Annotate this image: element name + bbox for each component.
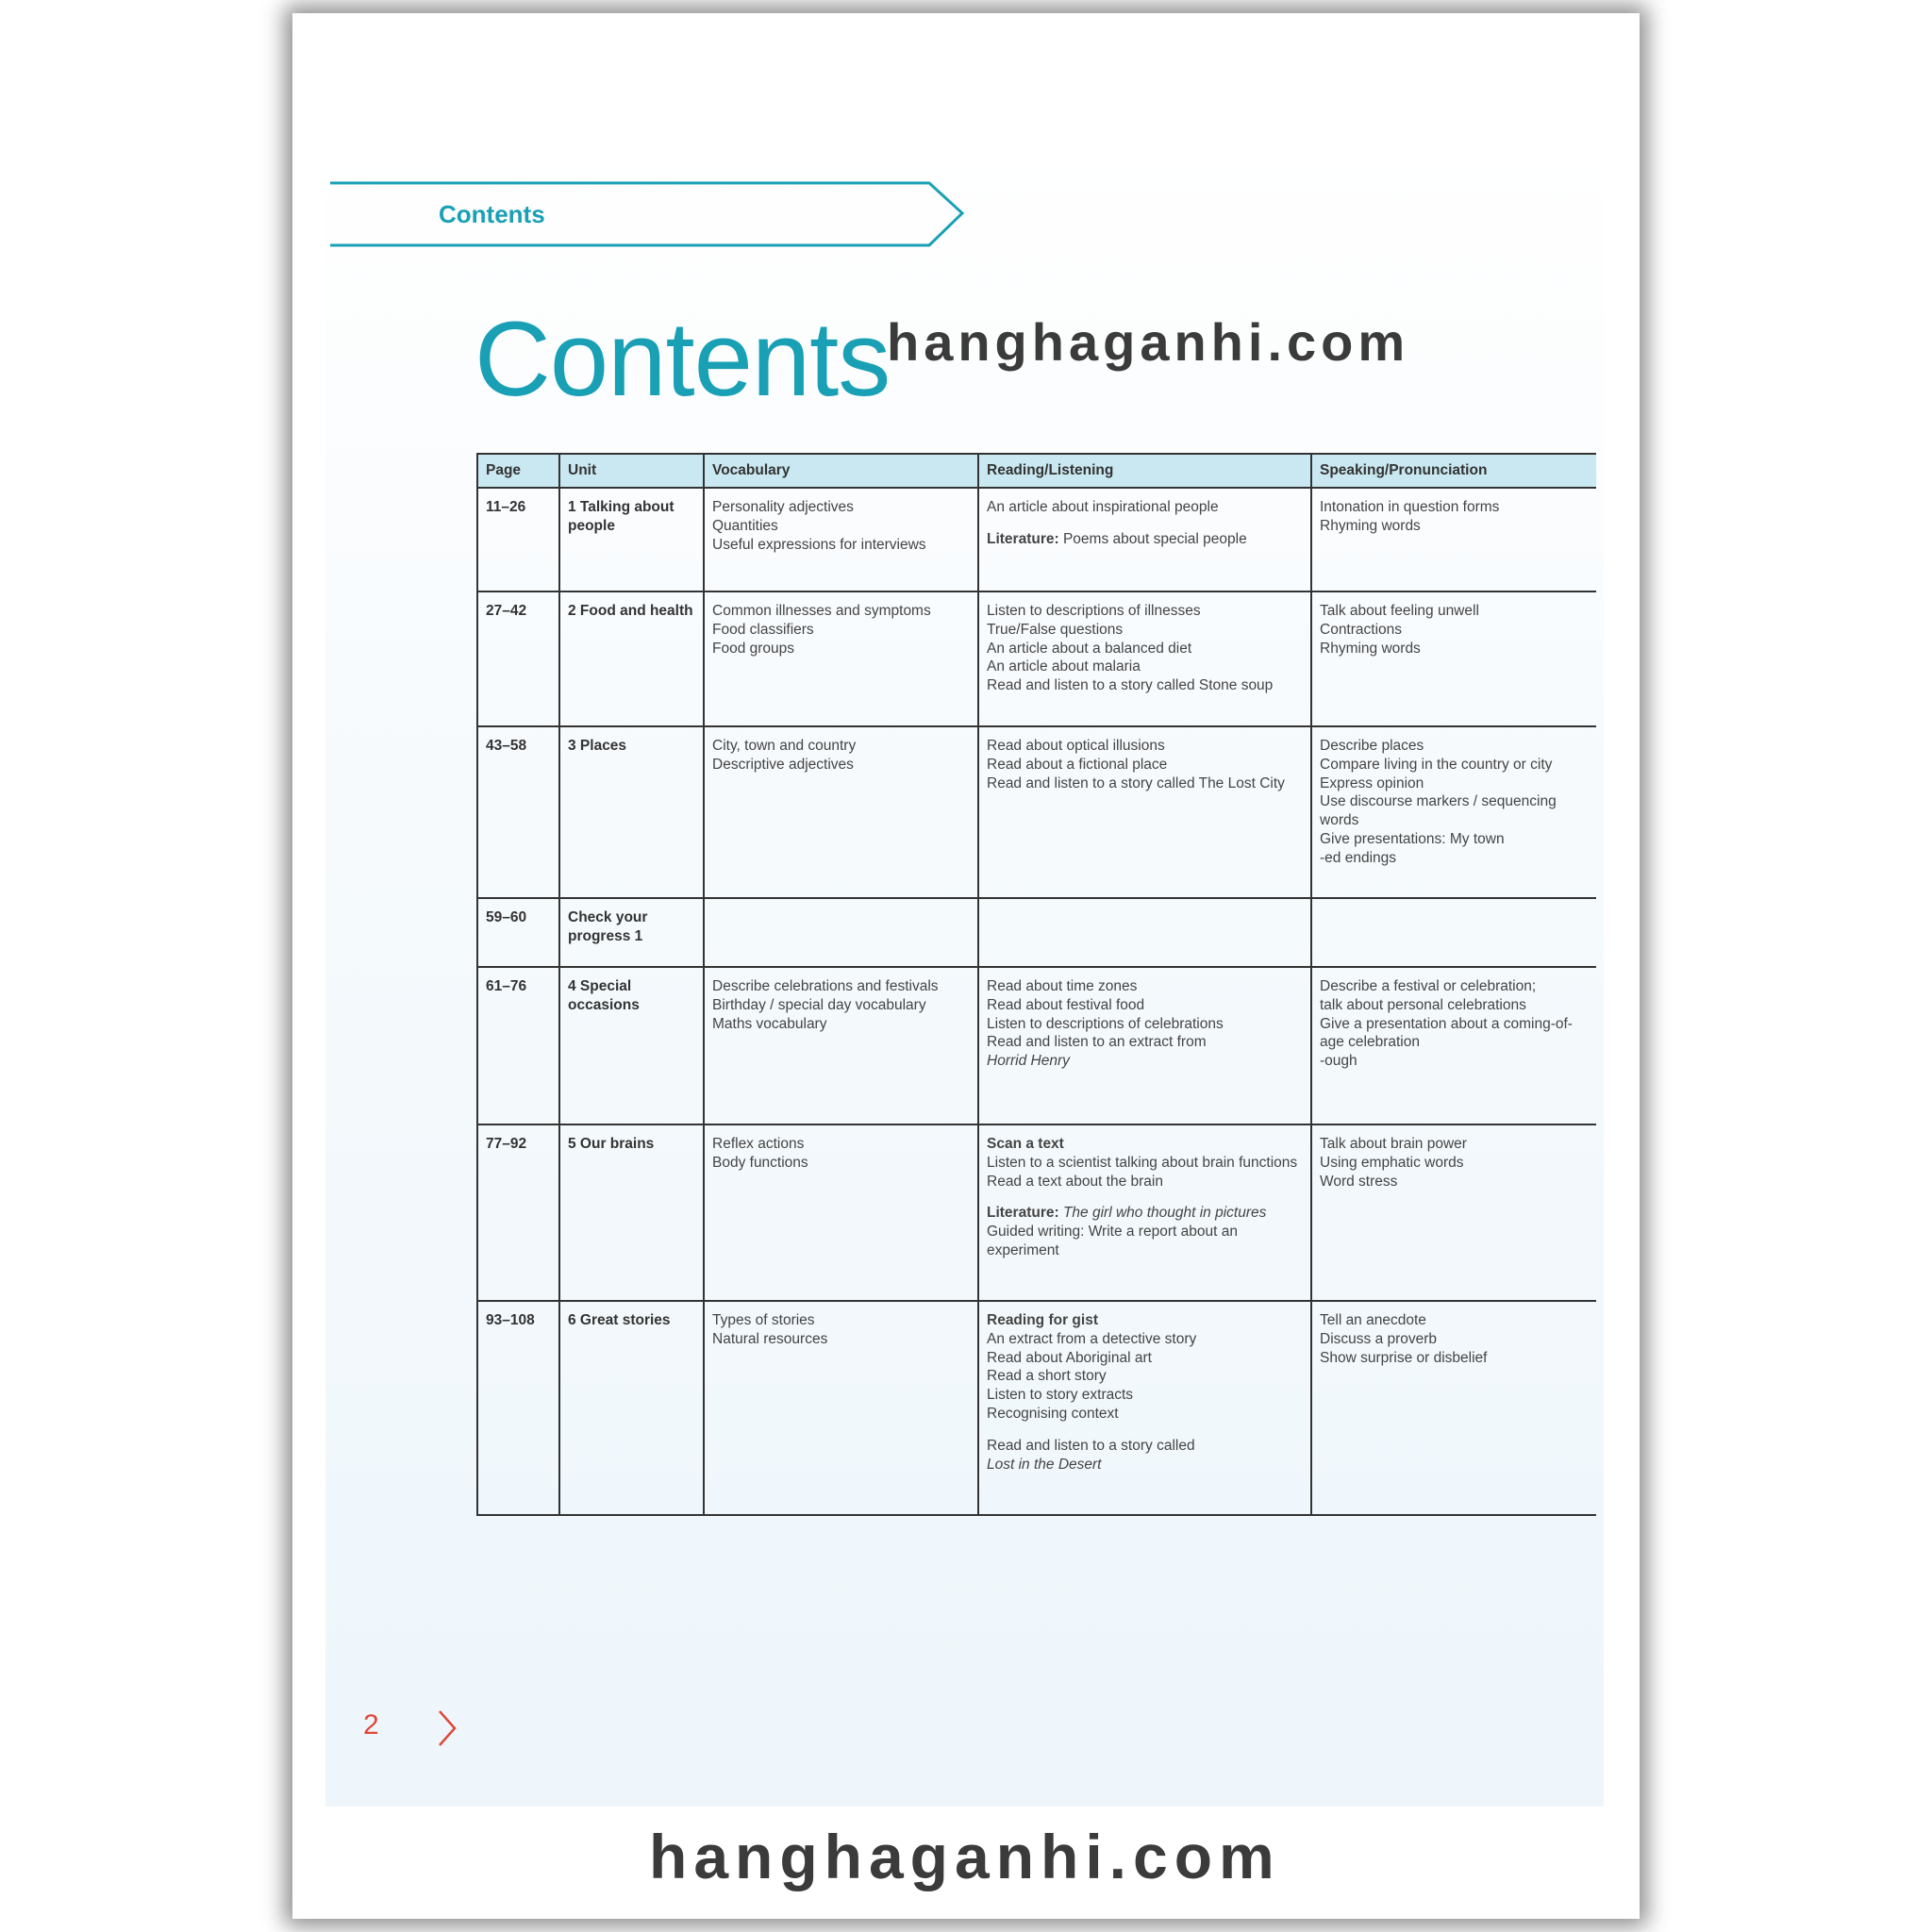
cell-reading-listening bbox=[978, 1301, 1311, 1515]
speaking-item: Express opinion bbox=[1320, 774, 1424, 791]
cell-speaking-pronunciation bbox=[1311, 726, 1596, 898]
header-page: Page bbox=[477, 454, 559, 488]
speaking-item: Talk about brain power bbox=[1320, 1136, 1467, 1152]
reading-item-text: Listen to descriptions of illnesses bbox=[987, 603, 1201, 619]
page-title: Contents bbox=[475, 300, 891, 418]
reading-item bbox=[987, 1173, 1303, 1191]
vocabulary-item: Quantities bbox=[712, 517, 778, 534]
reading-item-text: The girl who thought in pictures bbox=[1062, 1205, 1267, 1222]
cell-vocabulary bbox=[704, 967, 978, 1124]
reading-item bbox=[987, 996, 1303, 1015]
cell-page: 61–76 bbox=[477, 967, 559, 1124]
cell-reading-listening bbox=[978, 591, 1311, 726]
table-row bbox=[477, 967, 1596, 1124]
vocabulary-item: Body functions bbox=[712, 1154, 808, 1171]
reading-item bbox=[987, 737, 1303, 756]
reading-item-text: An article about malaria bbox=[987, 658, 1141, 675]
speaking-item: Rhyming words bbox=[1320, 640, 1421, 657]
reading-item-text: Read about festival food bbox=[987, 996, 1145, 1013]
reading-item-text: Read and listen to a story called Stone soup bbox=[987, 677, 1274, 694]
speaking-item: -ough bbox=[1320, 1053, 1357, 1070]
section-tab-label: Contents bbox=[439, 200, 545, 228]
reading-item-prefix: Literature: bbox=[987, 530, 1059, 547]
speaking-item: -ed endings bbox=[1320, 849, 1397, 866]
speaking-item: Describe places bbox=[1320, 738, 1424, 754]
cell-speaking-pronunciation bbox=[1311, 967, 1596, 1124]
reading-item bbox=[987, 1204, 1303, 1223]
cell-page: 93–108 bbox=[477, 1301, 559, 1515]
reading-item-text: Read and listen to a story called The Lost City bbox=[987, 774, 1285, 791]
reading-item-text: Read about Aboriginal art bbox=[987, 1349, 1152, 1366]
speaking-item: Word stress bbox=[1320, 1173, 1398, 1190]
reading-item-text: Listen to a scientist talking about brain functions bbox=[987, 1154, 1298, 1171]
vocabulary-item: Common illnesses and symptoms bbox=[712, 603, 931, 619]
vocabulary-item: Natural resources bbox=[712, 1330, 828, 1347]
vocabulary-item: Birthday / special day vocabulary bbox=[712, 996, 926, 1013]
reading-item-text: Read about optical illusions bbox=[987, 738, 1165, 754]
reading-item bbox=[987, 1456, 1303, 1474]
cell-page: 11–26 bbox=[477, 488, 559, 591]
cell-page: 27–42 bbox=[477, 591, 559, 726]
reading-item-text: Read and listen to a story called bbox=[987, 1437, 1195, 1454]
speaking-item: Compare living in the country or city bbox=[1320, 756, 1553, 773]
reading-item bbox=[987, 1052, 1303, 1071]
speaking-item: Using emphatic words bbox=[1320, 1154, 1464, 1171]
vocabulary-item: Reflex actions bbox=[712, 1136, 805, 1152]
contents-table bbox=[476, 453, 1596, 1516]
table-row bbox=[477, 1301, 1596, 1515]
reading-item bbox=[987, 1223, 1303, 1260]
reading-item bbox=[987, 498, 1303, 517]
reading-item-text: Read and listen to an extract from bbox=[987, 1034, 1207, 1051]
reading-item bbox=[987, 977, 1303, 996]
cell-speaking-pronunciation bbox=[1311, 1124, 1596, 1301]
cell-vocabulary bbox=[704, 488, 978, 591]
reading-item-text: Poems about special people bbox=[1062, 530, 1247, 547]
header-reading-listening: Reading/Listening bbox=[978, 454, 1311, 488]
reading-item-text: Scan a text bbox=[987, 1136, 1064, 1152]
cell-vocabulary bbox=[704, 591, 978, 726]
cell-vocabulary bbox=[704, 726, 978, 898]
cell-unit: 4 Special occasions bbox=[559, 967, 704, 1124]
reading-item bbox=[987, 1405, 1303, 1424]
cell-reading-listening bbox=[978, 898, 1311, 967]
cell-speaking-pronunciation bbox=[1311, 488, 1596, 591]
reading-item-text: Read about time zones bbox=[987, 978, 1138, 994]
page-number: 2 bbox=[363, 1709, 379, 1740]
reading-item-text: An article about inspirational people bbox=[987, 499, 1219, 515]
vocabulary-item: Personality adjectives bbox=[712, 499, 854, 515]
table-row bbox=[477, 488, 1596, 591]
watermark-bottom: hanghaganhi.com bbox=[649, 1822, 1281, 1891]
speaking-item: Describe a festival or celebration; bbox=[1320, 978, 1537, 994]
speaking-item: Contractions bbox=[1320, 621, 1403, 638]
reading-item-text: An extract from a detective story bbox=[987, 1330, 1197, 1347]
reading-item-text: Listen to story extracts bbox=[987, 1387, 1134, 1404]
cell-page: 43–58 bbox=[477, 726, 559, 898]
vocabulary-item: City, town and country bbox=[712, 738, 857, 754]
watermark-top: hanghaganhi.com bbox=[887, 312, 1410, 372]
reading-item-text: An article about a balanced diet bbox=[987, 640, 1192, 657]
speaking-item: Talk about feeling unwell bbox=[1320, 603, 1479, 619]
speaking-item: Intonation in question forms bbox=[1320, 499, 1500, 515]
table-row bbox=[477, 1124, 1596, 1301]
vocabulary-item: Useful expressions for interviews bbox=[712, 536, 926, 553]
reading-item-text: Lost in the Desert bbox=[987, 1456, 1102, 1473]
reading-item bbox=[987, 1349, 1303, 1368]
reading-item-text: True/False questions bbox=[987, 621, 1124, 638]
reading-item-text: Recognising context bbox=[987, 1406, 1119, 1423]
reading-item bbox=[987, 1330, 1303, 1349]
cell-page: 77–92 bbox=[477, 1124, 559, 1301]
speaking-item: Discuss a proverb bbox=[1320, 1330, 1438, 1347]
reading-item-prefix: Literature: bbox=[987, 1205, 1059, 1222]
cell-speaking-pronunciation bbox=[1311, 1301, 1596, 1515]
reading-item bbox=[987, 1135, 1303, 1154]
reading-item bbox=[987, 1015, 1303, 1034]
cell-unit: 1 Talking about people bbox=[559, 488, 704, 591]
vocabulary-item: Types of stories bbox=[712, 1312, 815, 1328]
cell-reading-listening bbox=[978, 967, 1311, 1124]
reading-item-text: Read about a fictional place bbox=[987, 756, 1168, 773]
cell-page: 59–60 bbox=[477, 898, 559, 967]
cell-speaking-pronunciation bbox=[1311, 898, 1596, 967]
reading-item-text: Read a text about the brain bbox=[987, 1173, 1163, 1190]
speaking-item: Give a presentation about a coming-of-age celebration bbox=[1320, 1015, 1573, 1051]
section-tab-shape bbox=[330, 177, 972, 253]
cell-reading-listening bbox=[978, 726, 1311, 898]
reading-item bbox=[987, 1311, 1303, 1330]
speaking-item: Tell an anecdote bbox=[1320, 1312, 1426, 1328]
cell-speaking-pronunciation bbox=[1311, 591, 1596, 726]
cell-unit: 3 Places bbox=[559, 726, 704, 898]
vocabulary-item: Food classifiers bbox=[712, 621, 814, 638]
reading-item bbox=[987, 1437, 1303, 1456]
reading-item bbox=[987, 676, 1303, 695]
chevron-right-icon bbox=[436, 1707, 458, 1749]
reading-item bbox=[987, 658, 1303, 676]
cell-unit: 6 Great stories bbox=[559, 1301, 704, 1515]
speaking-item: Use discourse markers / sequencing words bbox=[1320, 793, 1557, 829]
cell-vocabulary bbox=[704, 1124, 978, 1301]
header-vocabulary: Vocabulary bbox=[704, 454, 978, 488]
reading-item-text: Listen to descriptions of celebrations bbox=[987, 1015, 1224, 1032]
vocabulary-item: Maths vocabulary bbox=[712, 1015, 827, 1032]
reading-item bbox=[987, 621, 1303, 640]
speaking-item: Show surprise or disbelief bbox=[1320, 1349, 1488, 1366]
vocabulary-item: Food groups bbox=[712, 640, 795, 657]
reading-item bbox=[987, 1154, 1303, 1173]
speaking-item: Give presentations: My town bbox=[1320, 831, 1505, 848]
reading-item bbox=[987, 1033, 1303, 1052]
header-unit: Unit bbox=[559, 454, 704, 488]
table-row bbox=[477, 726, 1596, 898]
cell-unit: Check your progress 1 bbox=[559, 898, 704, 967]
reading-item bbox=[987, 756, 1303, 774]
reading-item-text: Horrid Henry bbox=[987, 1053, 1070, 1070]
reading-item bbox=[987, 1386, 1303, 1405]
table-row bbox=[477, 591, 1596, 726]
reading-item-text: Guided writing: Write a report about an experiment bbox=[987, 1224, 1238, 1259]
cell-reading-listening bbox=[978, 488, 1311, 591]
reading-item-text: Reading for gist bbox=[987, 1312, 1098, 1328]
vocabulary-item: Descriptive adjectives bbox=[712, 756, 854, 773]
reading-item bbox=[987, 774, 1303, 793]
reading-item bbox=[987, 530, 1303, 549]
header-speaking-pronunciation: Speaking/Pronunciation bbox=[1311, 454, 1596, 488]
cell-vocabulary bbox=[704, 1301, 978, 1515]
reading-item bbox=[987, 640, 1303, 658]
cell-unit: 2 Food and health bbox=[559, 591, 704, 726]
speaking-item: talk about personal celebrations bbox=[1320, 996, 1526, 1013]
table-header-row bbox=[477, 454, 1596, 488]
reading-item bbox=[987, 602, 1303, 621]
reading-item bbox=[987, 1367, 1303, 1386]
cell-reading-listening bbox=[978, 1124, 1311, 1301]
reading-item-text: Read a short story bbox=[987, 1368, 1107, 1385]
vocabulary-item: Describe celebrations and festivals bbox=[712, 978, 939, 994]
cell-unit: 5 Our brains bbox=[559, 1124, 704, 1301]
cell-vocabulary bbox=[704, 898, 978, 967]
table-row bbox=[477, 898, 1596, 967]
speaking-item: Rhyming words bbox=[1320, 517, 1421, 534]
